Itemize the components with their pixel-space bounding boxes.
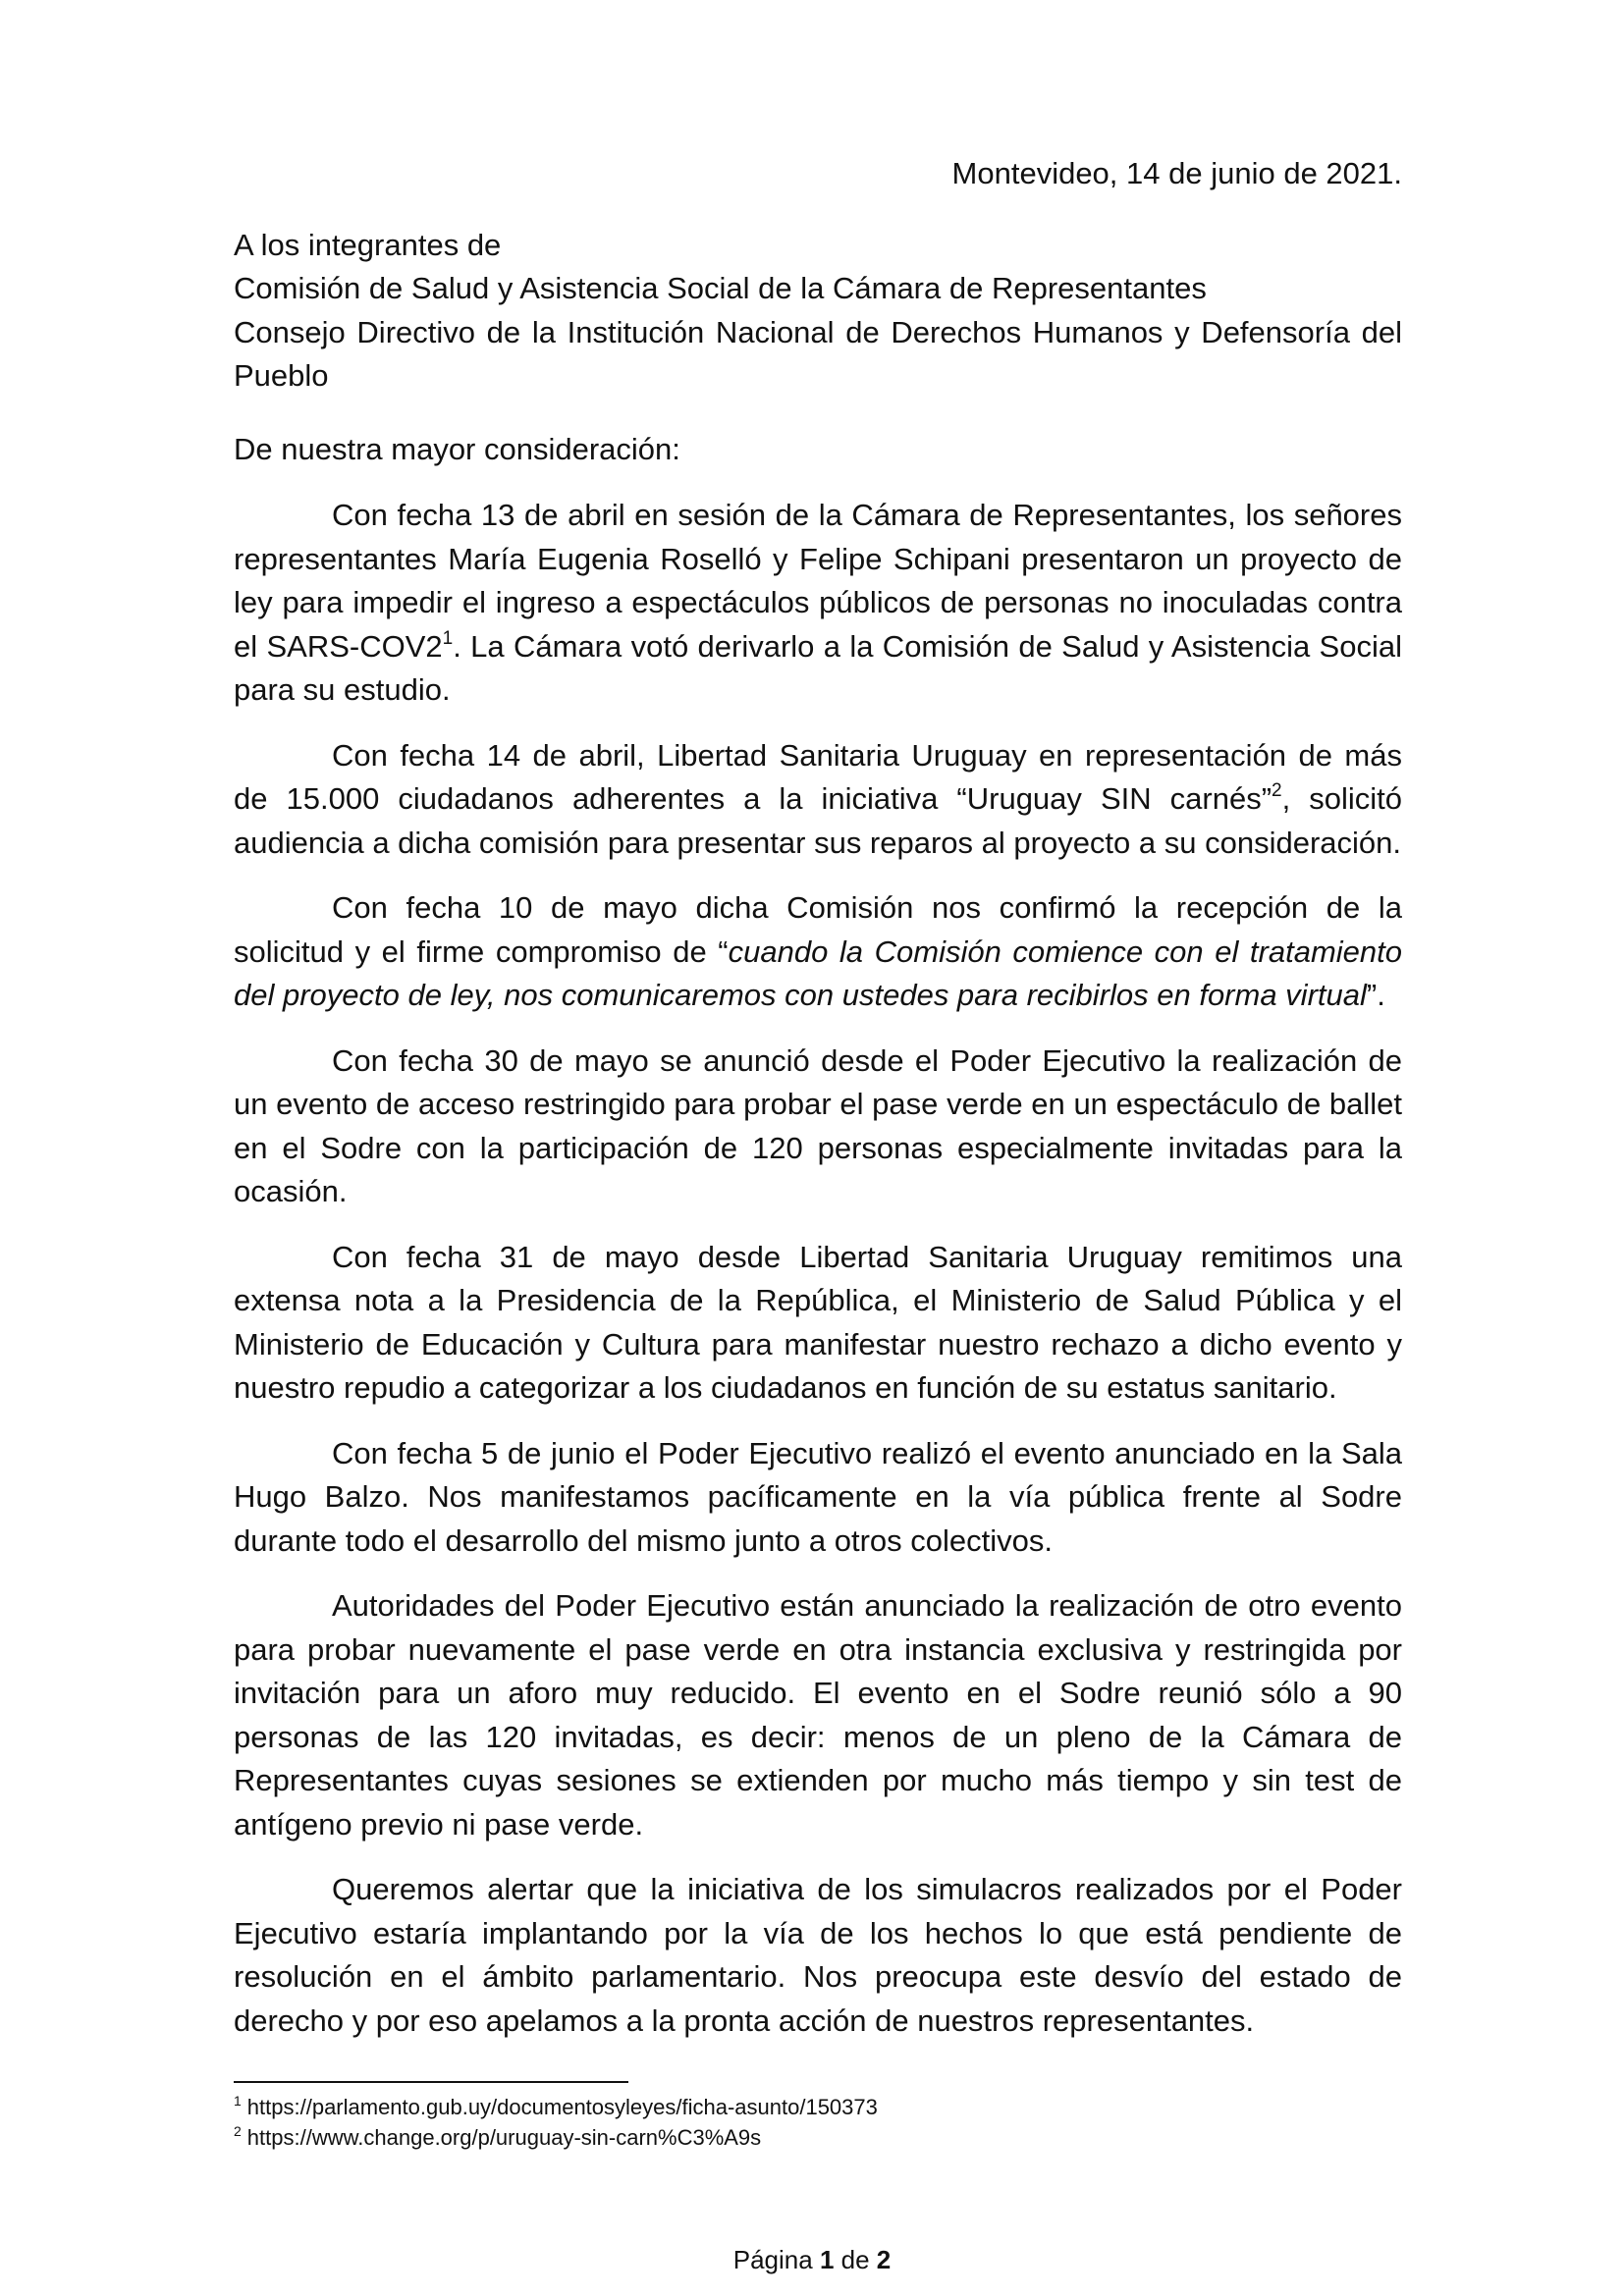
page-number-total: 2 [876, 2245, 892, 2274]
paragraph-text: Con fecha 14 de abril, Libertad Sanitaria Uruguay en representación de más de 15.000 ciudadanos adherentes a la iniciativa “Uruguay SIN carnés” [234, 737, 1402, 816]
addressee-line: A los integrantes de [234, 227, 502, 262]
footnote-item [234, 2092, 878, 2122]
paragraph-7: Autoridades del Poder Ejecutivo están anunciado la realización de otro evento para probar nuevamente el pase verde en otra instancia exclusiva y restringida por invitación para un aforo muy reducido. El evento en el Sodre reunió sólo a 90 personas de las 120 invitadas, es decir: menos de un pleno de la Cámara de Representantes cuyas sesiones se extienden por mucho más tiempo y sin test de antígeno previo ni pase verde. [234, 1588, 1402, 1842]
paragraph-1 [234, 494, 1402, 713]
footnote-separator [234, 2081, 628, 2083]
page-number [0, 2243, 1624, 2276]
paragraph-text: Con fecha 10 de mayo dicha Comisión nos confirmó la recepción de la solicitud y el firme compromiso de “ [234, 890, 1402, 969]
paragraph-8: Queremos alertar que la iniciativa de los simulacros realizados por el Poder Ejecutivo estaría implantando por la vía de los hechos lo que está pendiente de resolución en el ámbito parlamentario. Nos preocupa este desvío del estado de derecho y por eso apelamos a la pronta acción de nuestros representantes. [234, 1872, 1402, 2038]
letter-body [234, 152, 1402, 2064]
footnote-number: 1 [234, 2093, 242, 2109]
paragraph-6: Con fecha 5 de junio el Poder Ejecutivo realizó el evento anunciado en la Sala Hugo Balzo. Nos manifestamos pacíficamente en la vía pública frente al Sodre durante todo el desarrollo del mismo junto a otros colectivos. [234, 1435, 1402, 1558]
footnote-number: 2 [234, 2123, 242, 2139]
footnote-reference: 1 [442, 627, 454, 649]
page-number-current: 1 [819, 2245, 835, 2274]
paragraph-3 [234, 886, 1402, 1018]
addressee-line: Pueblo [234, 358, 329, 393]
page-number-of: de [840, 2245, 870, 2274]
paragraph-text: . La Cámara votó derivarlo a la Comisión de Salud y Asistencia Social para su estudio. [234, 628, 1402, 707]
paragraph-text: , solicitó audiencia a dicha comisión para presentar sus reparos al proyecto a su consideración. [234, 781, 1402, 860]
letter-date: Montevideo, 14 de junio de 2021. [951, 156, 1402, 190]
quoted-commitment: cuando la Comisión comience con el tratamiento del proyecto de ley, nos comunicaremos con ustedes para recibirlos en forma virtual [234, 934, 1402, 1012]
page-number-label: Página [732, 2245, 813, 2274]
footnotes [234, 2092, 878, 2153]
paragraph-5: Con fecha 31 de mayo desde Libertad Sanitaria Uruguay remitimos una extensa nota a la Presidencia de la República, el Ministerio de Salud Pública y el Ministerio de Educación y Cultura para manifestar nuestro rechazo a dicho evento y nuestro repudio a categorizar a los ciudadanos en función de su estatus sanitario. [234, 1239, 1402, 1405]
addressee-block [234, 224, 1402, 399]
paragraph-4: Con fecha 30 de mayo se anunció desde el Poder Ejecutivo la realización de un evento de acceso restringido para probar el pase verde en un espectáculo de ballet en el Sodre con la participación de 120 personas especialmente invitadas para la ocasión. [234, 1042, 1402, 1208]
paragraph-text: ”. [1366, 978, 1385, 1012]
paragraph-2 [234, 734, 1402, 866]
addressee-line: Consejo Directivo de la Institución Nacional de Derechos Humanos y Defensoría del [234, 314, 1402, 349]
footnote-link[interactable]: https://parlamento.gub.uy/documentosyleyes/ficha-asunto/150373 [246, 2095, 878, 2119]
footnote-link[interactable]: https://www.change.org/p/uruguay-sin-carn%C3%A9s [246, 2125, 762, 2150]
salutation: De nuestra mayor consideración: [234, 431, 680, 466]
paragraph-text: Con fecha 13 de abril en sesión de la Cámara de Representantes, los señores representantes María Eugenia Roselló y Felipe Schipani presentaron un proyecto de ley para impedir el ingreso a espectáculos públicos de personas no inoculadas contra el SARS-COV2 [234, 498, 1402, 664]
addressee-line: Comisión de Salud y Asistencia Social de la Cámara de Representantes [234, 271, 1207, 305]
footnote-reference: 2 [1272, 780, 1282, 801]
footnote-item [234, 2122, 878, 2153]
